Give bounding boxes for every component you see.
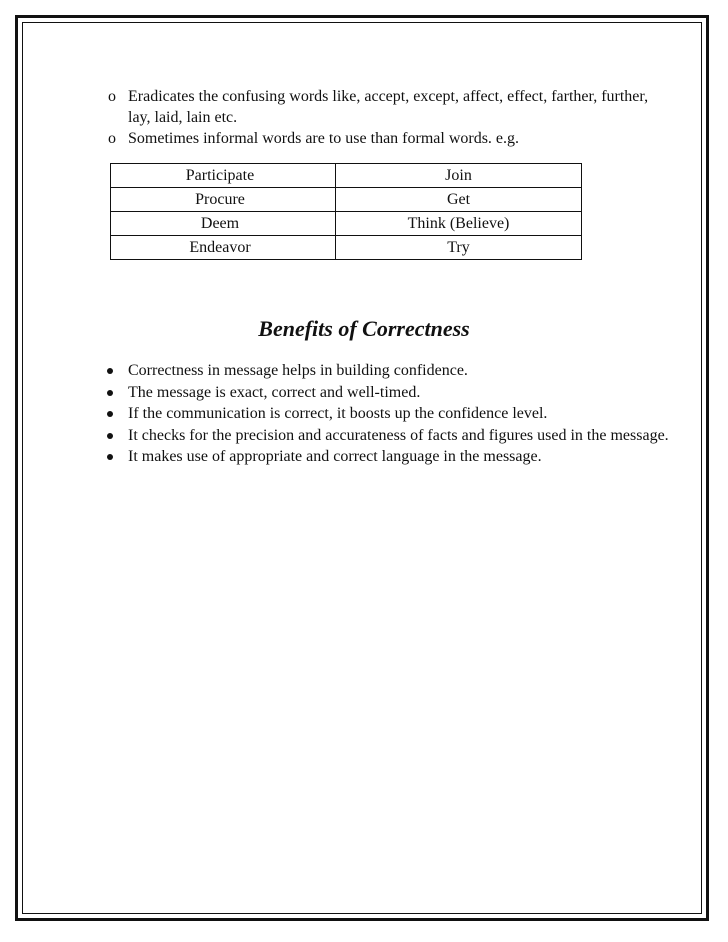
- table-row: [111, 164, 582, 188]
- sub-point-text: Sometimes informal words are to use than formal words. e.g.: [128, 130, 520, 147]
- formal-word-cell: Participate: [111, 164, 336, 188]
- list-item-text: It makes use of appropriate and correct language in the message.: [128, 448, 542, 465]
- table-row: [111, 212, 582, 236]
- informal-word-cell: Try: [336, 236, 582, 260]
- sub-point-text: Eradicates the confusing words like, accept, except, affect, effect, farther, further, lay, laid, lain etc.: [128, 88, 649, 126]
- formal-informal-table: [110, 163, 582, 260]
- hollow-circle-marker: o: [108, 88, 116, 105]
- bullet-dot-icon: [107, 454, 113, 460]
- sub-point-list: [108, 86, 668, 149]
- informal-word-cell: Join: [336, 164, 582, 188]
- bullet-dot-icon: [107, 390, 113, 396]
- formal-word-cell: Deem: [111, 212, 336, 236]
- section-heading: [0, 316, 728, 342]
- list-item: [107, 382, 697, 404]
- informal-word-cell: Get: [336, 188, 582, 212]
- list-item-text: It checks for the precision and accurateness of facts and figures used in the message.: [128, 426, 669, 444]
- list-item: [107, 425, 697, 447]
- page-border-inner: [22, 22, 702, 914]
- section-heading-text: Benefits of Correctness: [258, 316, 470, 341]
- table-row: [111, 236, 582, 260]
- hollow-circle-marker: o: [108, 130, 116, 147]
- list-item: [107, 446, 697, 468]
- bullet-dot-icon: [107, 411, 113, 417]
- sub-point-item: [108, 128, 668, 149]
- sub-point-item: [108, 86, 668, 128]
- list-item: [107, 403, 697, 425]
- bullet-dot-icon: [107, 433, 113, 439]
- list-item-text: The message is exact, correct and well-timed.: [128, 383, 421, 401]
- formal-word-cell: Endeavor: [111, 236, 336, 260]
- list-item: [107, 360, 697, 382]
- bullet-dot-icon: [107, 368, 113, 374]
- informal-word-cell: Think (Believe): [336, 212, 582, 236]
- formal-word-cell: Procure: [111, 188, 336, 212]
- list-item-text: Correctness in message helps in building confidence.: [128, 362, 468, 379]
- list-item-text: If the communication is correct, it boosts up the confidence level.: [128, 405, 548, 422]
- table-row: [111, 188, 582, 212]
- benefits-list: [107, 360, 697, 468]
